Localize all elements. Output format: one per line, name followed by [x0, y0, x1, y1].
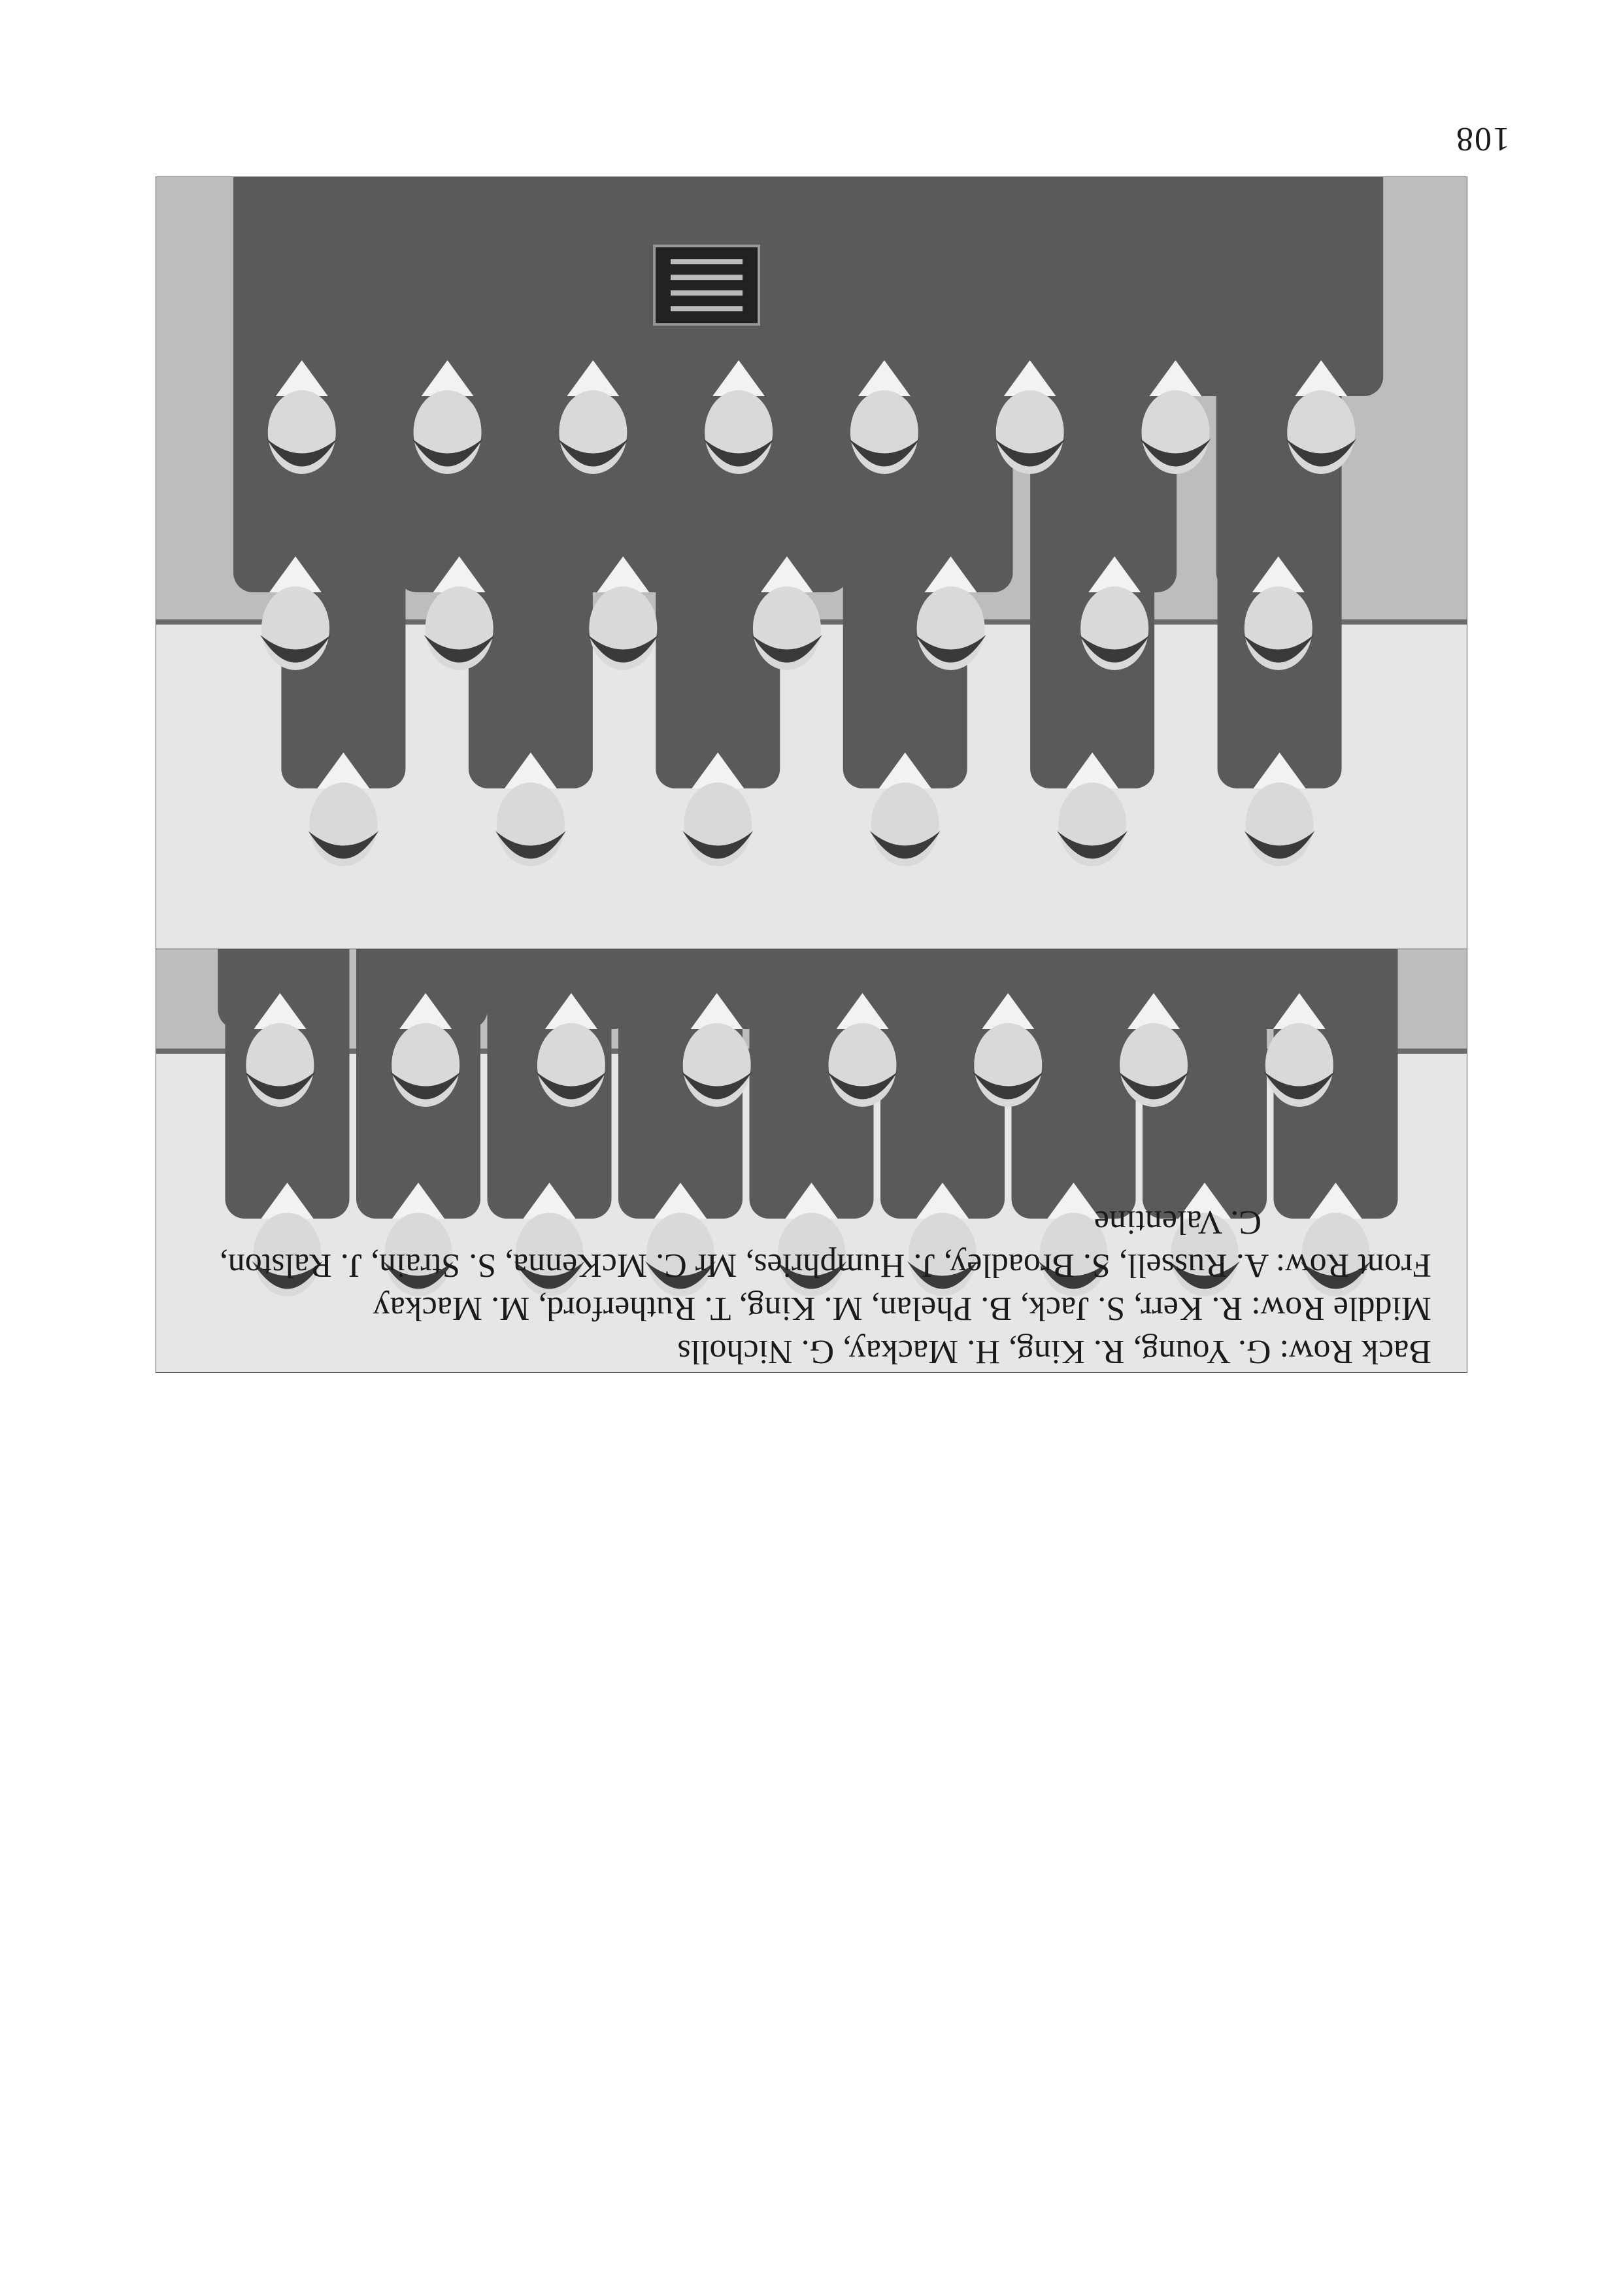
class-photo-2-image [156, 177, 1467, 949]
class-board-lettering [671, 290, 743, 295]
back-row-names: G. Young, R. King, H. Mackay, G. Nicholls [677, 1333, 1271, 1370]
middle-row-line [190, 1287, 1431, 1330]
class-board-lettering [671, 259, 743, 264]
front-row-line-continued: C. Valentine [1094, 1204, 1262, 1241]
front-row-names: A. Russell, S. Broadley, J. Humphries, Mr C. McKenna, S. Strain, J. Ralston, [219, 1247, 1269, 1284]
class-board-lettering [671, 275, 743, 280]
back-row-line [190, 1330, 1431, 1373]
page-number: 108 [1455, 120, 1510, 158]
middle-row-label: Middle Row: [1251, 1290, 1431, 1327]
front-row-label: Front Row: [1275, 1247, 1431, 1284]
class-board [654, 246, 759, 324]
middle-row-names: R. Kerr, S. Jack, B. Phelan, M. King, T. Rutherford, M. Mackay [373, 1290, 1243, 1327]
photo-2-caption-block [190, 1200, 1431, 1373]
back-row-label: Back Row: [1279, 1333, 1431, 1370]
class-board-lettering [671, 306, 743, 311]
class-photo-2-frame [156, 177, 1467, 949]
front-row-line [190, 1243, 1431, 1287]
